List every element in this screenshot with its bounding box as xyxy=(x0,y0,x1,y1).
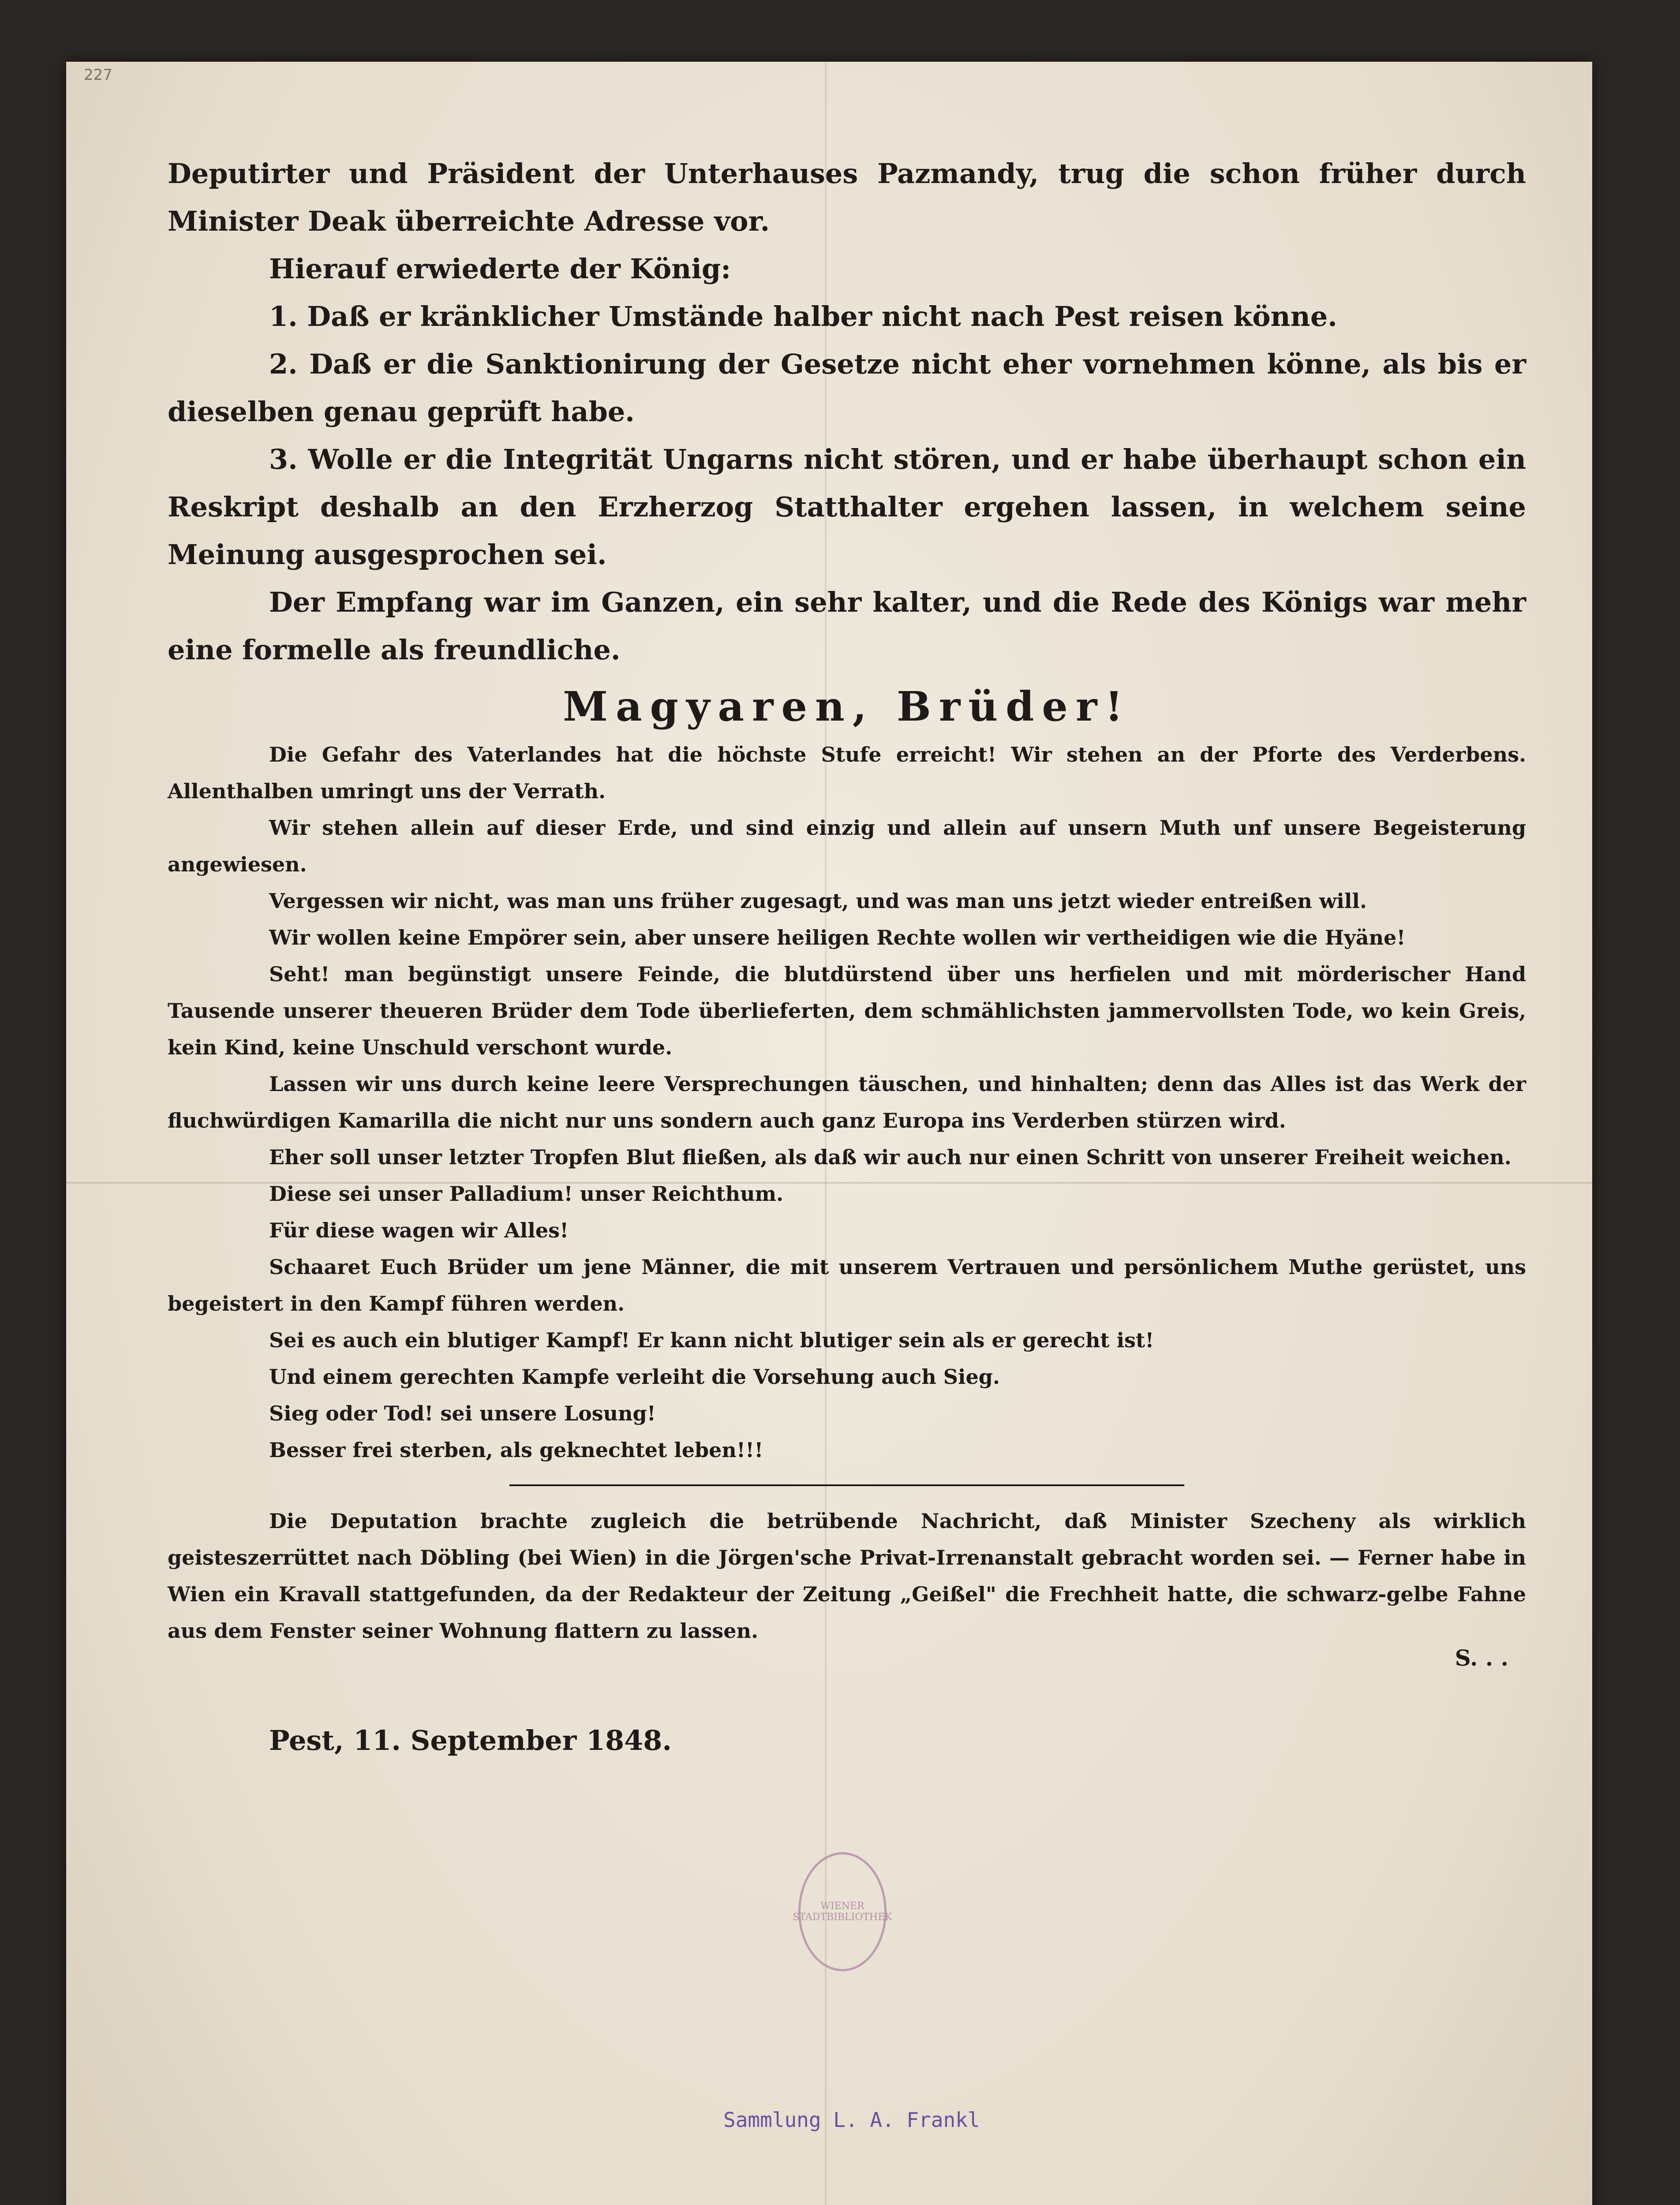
collection-stamp: Sammlung L. A. Frankl xyxy=(723,2108,980,2132)
appeal-paragraph-11: Sei es auch ein blutiger Kampf! Er kann nicht blutiger sein als er gerecht ist! xyxy=(269,1328,1154,1352)
appeal-paragraph-9: Für diese wagen wir Alles! xyxy=(269,1218,569,1242)
intro-paragraph-2: Hierauf erwiederte der König: xyxy=(269,253,731,285)
intro-paragraph-4: 2. Daß er die Sanktionirung der Gesetze nicht eher vornehmen könne, als bis er dieselben genau geprüft habe. xyxy=(168,348,1526,428)
closing-paragraph: Die Deputation brachte zugleich die betrübende Nachricht, daß Minister Szecheny als wirklich geisteszerrüttet nach Döbling (bei Wien) in die Jörgen'sche Privat-Irrenanstalt gebracht worden sei. — Ferner habe in Wien ein Kravall stattgefunden, da der Redakteur der Zeitung „Geißel" die Frechheit hatte, die schwarz-gelbe Fahne aus dem Fenster seiner Wohnung flattern zu lassen. xyxy=(168,1509,1526,1643)
appeal-paragraph-10: Schaaret Euch Brüder um jene Männer, die mit unserem Vertrauen und persönlichem Muthe gerüstet, uns begeistert in den Kampf führen werden. xyxy=(168,1255,1526,1316)
document-body xyxy=(168,150,1526,1757)
intro-paragraph-5: 3. Wolle er die Integrität Ungarns nicht stören, und er habe überhaupt schon ein Reskript deshalb an den Erzherzog Statthalter ergehen lassen, in welchem seine Meinung ausgesprochen sei. xyxy=(168,443,1526,571)
appeal-paragraph-4: Wir wollen keine Empörer sein, aber unsere heiligen Rechte wollen wir vertheidigen wie die Hyäne! xyxy=(269,926,1406,949)
section-divider xyxy=(509,1484,1184,1486)
intro-paragraph-3: 1. Daß er kränklicher Umstände halber nicht nach Pest reisen könne. xyxy=(269,300,1337,333)
appeal-paragraph-14: Besser frei sterben, als geknechtet leben!!! xyxy=(269,1438,763,1462)
archive-note-top: 227 xyxy=(84,66,112,84)
appeal-paragraph-5: Seht! man begünstigt unsere Feinde, die blutdürstend über uns herfielen und mit mörderischer Hand Tausende unserer theueren Brüder dem Tode überlieferten, dem schmählichsten jammervollsten Tode, wo kein Greis, kein Kind, keine Unschuld verschont wurde. xyxy=(168,962,1526,1059)
appeal-paragraph-8: Diese sei unser Palladium! unser Reichthum. xyxy=(269,1182,784,1206)
signature: S. . . xyxy=(1455,1645,1508,1671)
appeal-paragraph-12: Und einem gerechten Kampfe verleiht die Vorsehung auch Sieg. xyxy=(269,1365,1000,1389)
library-stamp: WIENER STADTBIBLIOTHEK xyxy=(798,1852,887,1971)
poster-sheet xyxy=(66,62,1592,2205)
appeal-paragraph-7: Eher soll unser letzter Tropfen Blut fließen, als daß wir auch nur einen Schritt von unserer Freiheit weichen. xyxy=(269,1145,1512,1169)
intro-paragraph-6: Der Empfang war im Ganzen, ein sehr kalter, und die Rede des Königs war mehr eine formelle als freundliche. xyxy=(168,586,1526,666)
appeal-paragraph-2: Wir stehen allein auf dieser Erde, und sind einzig und allein auf unsern Muth unf unsere Begeisterung angewiesen. xyxy=(168,816,1526,876)
appeal-heading: Magyaren, Brüder! xyxy=(563,683,1131,730)
intro-paragraph-1: Deputirter und Präsident der Unterhauses Pazmandy, trug die schon früher durch Minister Deak überreichte Adresse vor. xyxy=(168,157,1526,237)
appeal-paragraph-6: Lassen wir uns durch keine leere Versprechungen täuschen, und hinhalten; denn das Alles ist das Werk der fluchwürdigen Kamarilla die nicht nur uns sondern auch ganz Europa ins Verderben stürzen wird. xyxy=(168,1072,1526,1132)
appeal-paragraph-3: Vergessen wir nicht, was man uns früher zugesagt, und was man uns jetzt wieder entreißen will. xyxy=(269,889,1367,913)
appeal-paragraph-13: Sieg oder Tod! sei unsere Losung! xyxy=(269,1401,656,1425)
appeal-paragraph-1: Die Gefahr des Vaterlandes hat die höchste Stufe erreicht! Wir stehen an der Pforte des Verderbens. Allenthalben umringt uns der Verrath. xyxy=(168,743,1526,803)
date-line: Pest, 11. September 1848. xyxy=(269,1724,672,1757)
